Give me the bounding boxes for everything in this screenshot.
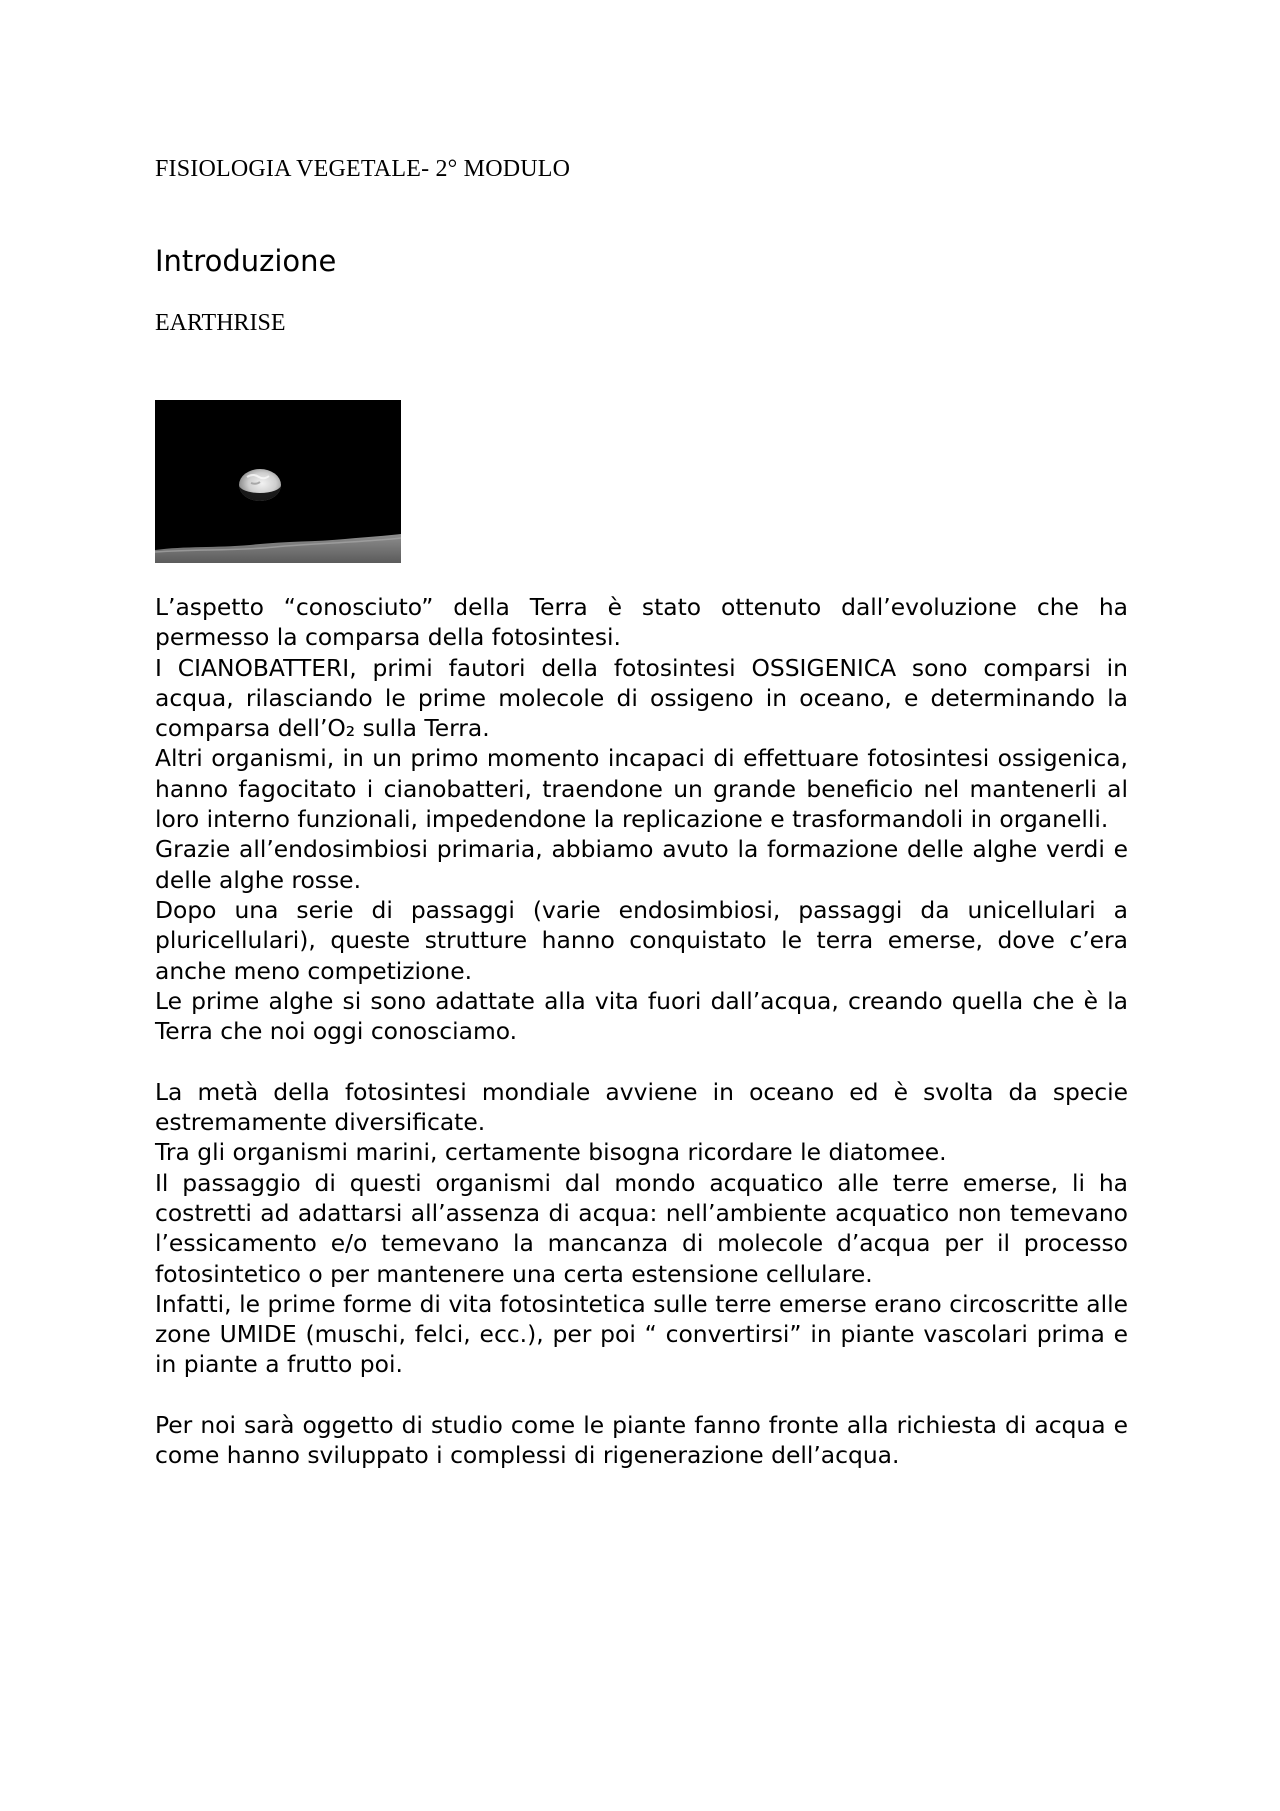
paragraph: Il passaggio di questi organismi dal mondo acquatico alle terre emerse, li ha costretti ad adattarsi all’assenza di acqua: nell’ambiente acquatico non temevano l’essicamento e/o temevano la mancanza di molecole d’acqua per il processo fotosintetico o per mantenere una certa estensione cellulare. bbox=[155, 1168, 1128, 1288]
paragraph: Infatti, le prime forme di vita fotosintetica sulle terre emerse erano circoscritte alle zone UMIDE (muschi, felci, ecc.), per poi “ convertirsi” in piante vascolari prima e in piante a frutto poi. bbox=[155, 1289, 1128, 1379]
paragraph: Per noi sarà oggetto di studio come le piante fanno fronte alla richiesta di acqua e come hanno sviluppato i complessi di rigenerazione dell’acqua. bbox=[155, 1411, 1128, 1470]
body-text bbox=[155, 592, 1128, 1471]
paragraph: Dopo una serie di passaggi (varie endosimbiosi, passaggi da unicellulari a pluricellulari), queste strutture hanno conquistato le terra emerse, dove c’era anche meno competizione. bbox=[155, 895, 1128, 985]
paragraph: L’aspetto “conosciuto” della Terra è stato ottenuto dall’evoluzione che ha permesso la comparsa della fotosintesi. bbox=[155, 593, 1128, 652]
image-caption-title: EARTHRISE bbox=[155, 310, 286, 336]
paragraph: La metà della fotosintesi mondiale avviene in oceano ed è svolta da specie estremamente diversificate. bbox=[155, 1077, 1128, 1137]
paragraph: Le prime alghe si sono adattate alla vita fuori dall’acqua, creando quella che è la Terra che noi oggi conosciamo. bbox=[155, 986, 1128, 1046]
earth-shape bbox=[239, 469, 281, 501]
paragraph: I CIANOBATTERI, primi fautori della fotosintesi OSSIGENICA sono comparsi in acqua, rilasciando le prime molecole di ossigeno in oceano, e determinando la comparsa dell’O₂ sulla Terra. bbox=[155, 653, 1128, 743]
paragraph: Altri organismi, in un primo momento incapaci di effettuare fotosintesi ossigenica, hanno fagocitato i cianobatteri, traendone un grande beneficio nel mantenerli al loro interno funzionali, impedendone la replicazione e trasformandoli in organelli. bbox=[155, 744, 1128, 834]
paragraph-spacer bbox=[155, 1380, 1128, 1410]
paragraph-spacer bbox=[155, 1046, 1128, 1076]
document-header: FISIOLOGIA VEGETALE- 2° MODULO bbox=[155, 156, 571, 182]
section-title: Introduzione bbox=[155, 244, 337, 278]
earthrise-photo bbox=[155, 400, 401, 563]
paragraph: Grazie all’endosimbiosi primaria, abbiamo avuto la formazione delle alghe verdi e delle alghe rosse. bbox=[155, 835, 1128, 894]
paragraph: Tra gli organismi marini, certamente bisogna ricordare le diatomee. bbox=[155, 1138, 947, 1167]
